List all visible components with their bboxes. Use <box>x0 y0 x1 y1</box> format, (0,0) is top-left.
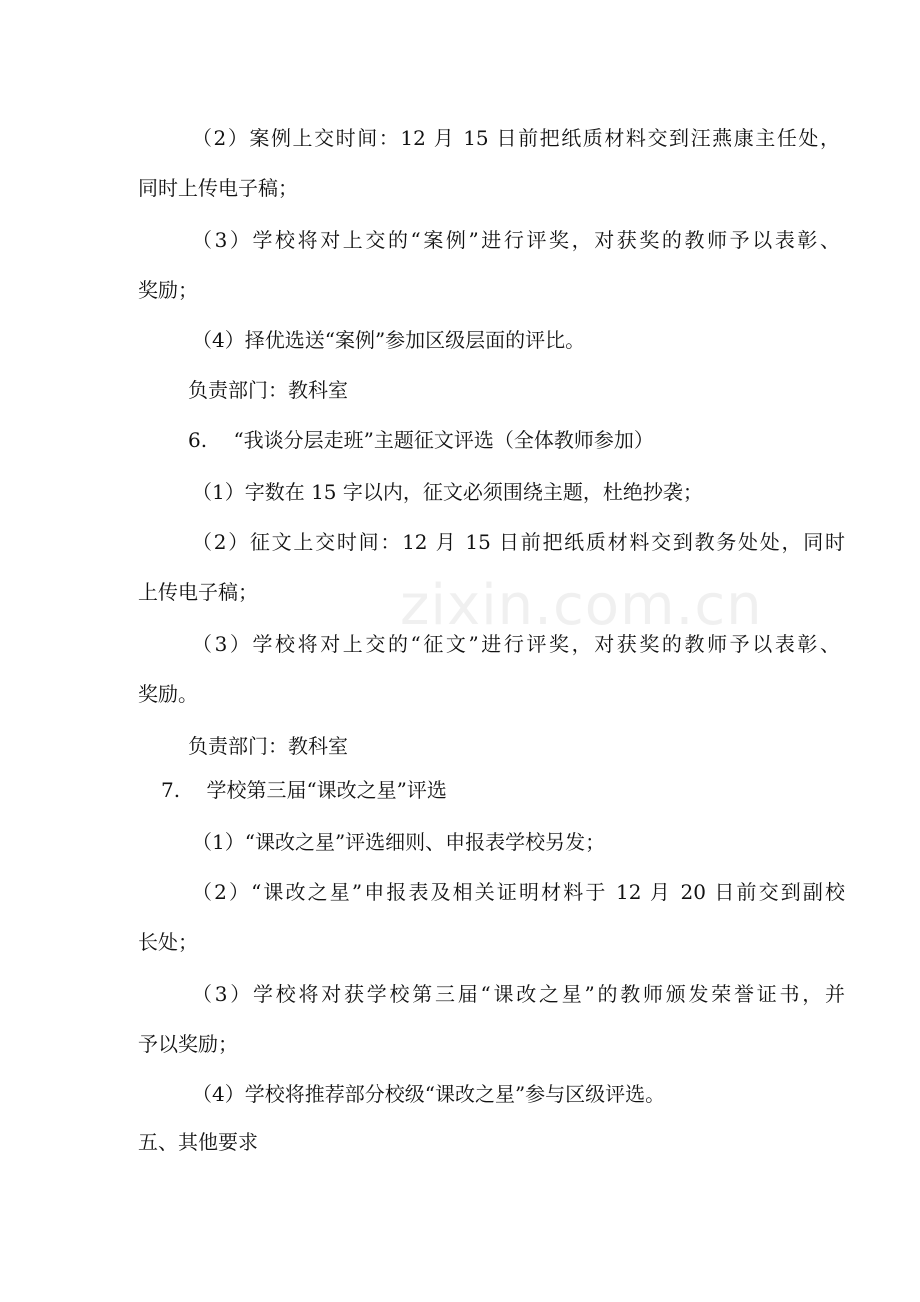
essay-contest-heading: 6. “我谈分层走班”主题征文评选（全体教师参加） <box>188 428 654 452</box>
case-submission-time-line1: （2）案例上交时间：12 月 15 日前把纸质材料交到汪燕康主任处， <box>192 126 840 150</box>
reform-star-honor-line1: （3）学校将对获学校第三届“课改之星”的教师颁发荣誉证书，并 <box>192 982 845 1006</box>
case-award-line1: （3）学校将对上交的“案例”进行评奖，对获奖的教师予以表彰、 <box>192 228 840 252</box>
reform-star-recommend-line: （4）学校将推荐部分校级“课改之星”参与区级评选。 <box>192 1082 666 1106</box>
essay-award-line1: （3）学校将对上交的“征文”进行评奖，对获奖的教师予以表彰、 <box>192 632 840 656</box>
reform-star-application-line2: 长处； <box>138 930 198 954</box>
essay-submission-time-line1: （2）征文上交时间：12 月 15 日前把纸质材料交到教务处处，同时 <box>192 530 845 554</box>
responsible-dept-1: 负责部门：教科室 <box>188 378 348 402</box>
essay-word-count-line: （1）字数在 15 字以内，征文必须围绕主题，杜绝抄袭； <box>192 480 703 504</box>
reform-star-honor-line2: 予以奖励； <box>138 1032 238 1056</box>
essay-submission-time-line2: 上传电子稿； <box>138 580 258 604</box>
responsible-dept-2: 负责部门：教科室 <box>188 734 348 758</box>
reform-star-application-line1: （2）“课改之星”申报表及相关证明材料于 12 月 20 日前交到副校 <box>192 880 845 904</box>
section-five-heading: 五、其他要求 <box>138 1130 258 1154</box>
watermark-text: zixin.com.cn <box>400 573 763 638</box>
case-submission-time-line2: 同时上传电子稿； <box>138 176 298 200</box>
reform-star-heading: 7. 学校第三届“课改之星”评选 <box>161 778 447 802</box>
reform-star-rules-line: （1）“课改之星”评选细则、申报表学校另发； <box>192 830 606 854</box>
case-select-line: （4）择优选送“案例”参加区级层面的评比。 <box>192 328 586 352</box>
case-award-line2: 奖励； <box>138 278 198 302</box>
essay-award-line2: 奖励。 <box>138 682 198 706</box>
